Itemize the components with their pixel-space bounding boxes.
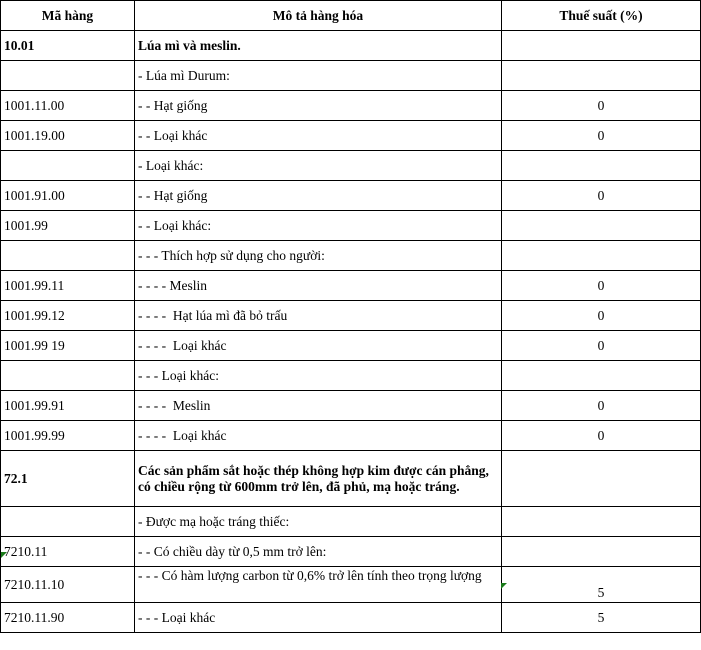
cell-rate: 0: [502, 301, 701, 331]
table-row: [1, 537, 701, 567]
cell-rate: [502, 61, 701, 91]
table-row: [1, 451, 701, 507]
table-row: [1, 271, 701, 301]
header-row: [1, 1, 701, 31]
comment-marker-icon: [501, 583, 507, 589]
cell-description: - - - - Meslin: [135, 391, 502, 421]
cell-rate: [502, 211, 701, 241]
cell-rate: 5: [502, 603, 701, 633]
cell-code: 7210.11: [1, 537, 135, 567]
cell-code: 1001.11.00: [1, 91, 135, 121]
cell-rate: [502, 537, 701, 567]
table-row: [1, 211, 701, 241]
cell-code: 1001.99.11: [1, 271, 135, 301]
cell-description: - - Hạt giống: [135, 91, 502, 121]
table-row: [1, 181, 701, 211]
table-row: [1, 121, 701, 151]
cell-description: - Được mạ hoặc tráng thiếc:: [135, 507, 502, 537]
cell-description: - - - Thích hợp sử dụng cho người:: [135, 241, 502, 271]
cell-code: 1001.99: [1, 211, 135, 241]
cell-description: - - Loại khác:: [135, 211, 502, 241]
cell-description: - - Loại khác: [135, 121, 502, 151]
cell-description: - - - - Meslin: [135, 271, 502, 301]
cell-description: - Loại khác:: [135, 151, 502, 181]
cell-rate: [502, 241, 701, 271]
cell-code: 7210.11.90: [1, 603, 135, 633]
table-row: [1, 361, 701, 391]
cell-rate: [502, 507, 701, 537]
cell-code: 1001.91.00: [1, 181, 135, 211]
cell-code: 1001.99.91: [1, 391, 135, 421]
cell-rate: 0: [502, 421, 701, 451]
cell-description: - - - Loại khác: [135, 603, 502, 633]
table-row: [1, 301, 701, 331]
table-row: [1, 61, 701, 91]
table-row: [1, 391, 701, 421]
table-row: [1, 241, 701, 271]
cell-code: [1, 61, 135, 91]
table-row: [1, 31, 701, 61]
cell-description: - - - Loại khác:: [135, 361, 502, 391]
cell-description: - - - Có hàm lượng carbon từ 0,6% trở lên tính theo trọng lượng: [135, 567, 502, 603]
cell-description: - - - - Loại khác: [135, 331, 502, 361]
table-row: [1, 603, 701, 633]
cell-rate: 0: [502, 271, 701, 301]
cell-rate: 0: [502, 121, 701, 151]
cell-code: [1, 241, 135, 271]
cell-description: - - - - Hạt lúa mì đã bỏ trấu: [135, 301, 502, 331]
cell-rate: [502, 451, 701, 507]
table-row: [1, 91, 701, 121]
cell-rate: [502, 361, 701, 391]
table-row: [1, 507, 701, 537]
cell-description: - - - - Loại khác: [135, 421, 502, 451]
table-row: [1, 151, 701, 181]
comment-marker-icon: [1, 552, 7, 558]
header-description: Mô tả hàng hóa: [135, 1, 502, 31]
cell-code: [1, 507, 135, 537]
cell-rate: 5: [502, 567, 701, 603]
cell-code: 7210.11.10: [1, 567, 135, 603]
cell-rate: 0: [502, 91, 701, 121]
table-row: [1, 331, 701, 361]
cell-code: 1001.19.00: [1, 121, 135, 151]
header-rate: Thuế suất (%): [502, 1, 701, 31]
cell-code: 1001.99.12: [1, 301, 135, 331]
cell-code: 72.1: [1, 451, 135, 507]
cell-description: - Lúa mì Durum:: [135, 61, 502, 91]
cell-description: - - Hạt giống: [135, 181, 502, 211]
cell-description: - - Có chiều dày từ 0,5 mm trở lên:: [135, 537, 502, 567]
cell-rate: 0: [502, 181, 701, 211]
table-row: [1, 421, 701, 451]
table-row: [1, 567, 701, 603]
cell-code: 1001.99.99: [1, 421, 135, 451]
cell-code: 1001.99 19: [1, 331, 135, 361]
cell-description: Lúa mì và meslin.: [135, 31, 502, 61]
cell-code: [1, 361, 135, 391]
cell-code: [1, 151, 135, 181]
cell-code: 10.01: [1, 31, 135, 61]
header-code: Mã hàng: [1, 1, 135, 31]
cell-description: Các sản phẩm sắt hoặc thép không hợp kim được cán phẳng, có chiều rộng từ 600mm trở lên, đã phủ, mạ hoặc tráng.: [135, 451, 502, 507]
cell-rate: [502, 31, 701, 61]
cell-rate: 0: [502, 331, 701, 361]
cell-rate: [502, 151, 701, 181]
cell-rate: 0: [502, 391, 701, 421]
